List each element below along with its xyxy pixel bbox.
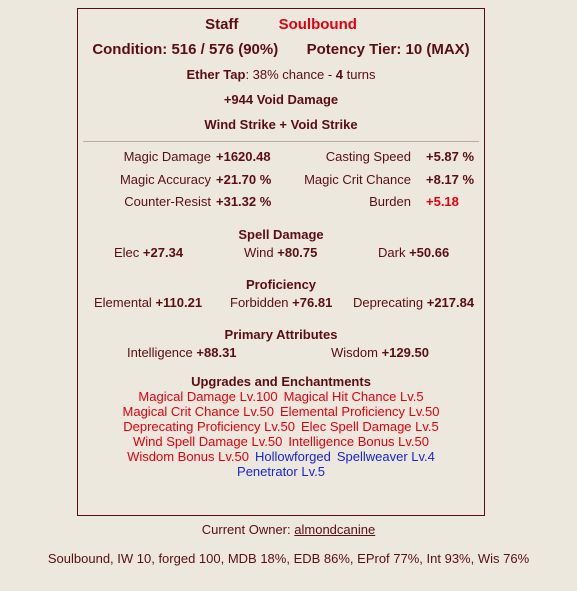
upgrade-line: Magical Damage Lv.100 Magical Hit Chance Lv.5 xyxy=(138,389,424,404)
primary-attributes-heading: Primary Attributes xyxy=(224,327,338,342)
upgrades-heading: Upgrades and Enchantments xyxy=(191,374,371,389)
potency-value: 10 (MAX) xyxy=(405,41,470,58)
item-summary: Soulbound, IW 10, forged 100, MDB 18%, EDB 86%, EProf 77%, Int 93%, Wis 76% xyxy=(47,551,530,566)
attribute-intelligence: Intelligence +88.31 xyxy=(127,345,237,360)
divider xyxy=(83,141,479,142)
owner-label: Current Owner: xyxy=(201,522,291,537)
spell-damage-heading: Spell Damage xyxy=(238,227,324,242)
stat-casting-speed xyxy=(278,149,478,165)
condition-row xyxy=(78,41,484,58)
stat-value: +1620.48 xyxy=(216,149,271,164)
owner-link[interactable]: almondcanine xyxy=(294,522,376,537)
upgrade-line: Wind Spell Damage Lv.50 Intelligence Bonus Lv.50 xyxy=(132,434,430,449)
stat-label: Casting Speed xyxy=(325,149,411,164)
upgrade-line: Magical Crit Chance Lv.50 Elemental Proficiency Lv.50 xyxy=(122,404,440,419)
void-damage: +944 Void Damage xyxy=(223,92,339,107)
stat-value: +31.32 % xyxy=(216,194,272,209)
spell-damage-dark: Dark +50.66 xyxy=(378,245,450,260)
ether-tap-row xyxy=(78,67,484,82)
proficiency-elemental: Elemental +110.21 xyxy=(94,295,203,310)
stat-magic-accuracy xyxy=(78,172,273,188)
stat-label: Burden xyxy=(369,194,411,209)
potency-label: Potency Tier: xyxy=(306,41,402,58)
soulbound-label: Soulbound xyxy=(278,16,357,33)
ether-tap-suffix: turns xyxy=(343,67,376,82)
stat-value: +5.87 % xyxy=(426,149,475,164)
spell-damage-elec: Elec +27.34 xyxy=(114,245,184,260)
stat-value: +5.18 xyxy=(426,194,459,209)
item-title xyxy=(78,16,484,33)
stat-label: Magic Crit Chance xyxy=(304,172,411,187)
stat-magic-damage xyxy=(78,149,273,165)
spell-damage-wind: Wind +80.75 xyxy=(244,245,318,260)
strikes: Wind Strike + Void Strike xyxy=(204,117,358,132)
item-type: Staff xyxy=(205,16,239,33)
stat-value: +21.70 % xyxy=(216,172,272,187)
upgrade-line: Wisdom Bonus Lv.50 Hollowforged Spellweaver Lv.4 xyxy=(127,449,435,464)
proficiency-deprecating: Deprecating +217.84 xyxy=(353,295,475,310)
ether-tap-turns: 4 xyxy=(335,67,344,82)
ether-tap-label: Ether Tap xyxy=(186,67,246,82)
condition-value: 516 / 576 (90%) xyxy=(171,41,279,58)
item-card xyxy=(77,8,485,516)
upgrade-line: Penetrator Lv.5 xyxy=(237,464,325,479)
upgrade-line: Deprecating Proficiency Lv.50 Elec Spell Damage Lv.5 xyxy=(123,419,439,434)
stat-label: Magic Damage xyxy=(123,149,211,164)
stat-label: Magic Accuracy xyxy=(119,172,211,187)
current-owner xyxy=(0,522,577,537)
stat-magic-crit xyxy=(278,172,478,188)
proficiency-heading: Proficiency xyxy=(245,277,317,292)
proficiency-forbidden: Forbidden +76.81 xyxy=(230,295,333,310)
stat-burden xyxy=(278,194,478,210)
stat-label: Counter-Resist xyxy=(124,194,211,209)
ether-tap-text: : 38% chance - xyxy=(245,67,336,82)
stat-value: +8.17 % xyxy=(426,172,475,187)
stat-counter-resist xyxy=(78,194,273,210)
attribute-wisdom: Wisdom +129.50 xyxy=(331,345,429,360)
condition-label: Condition: xyxy=(92,41,168,58)
